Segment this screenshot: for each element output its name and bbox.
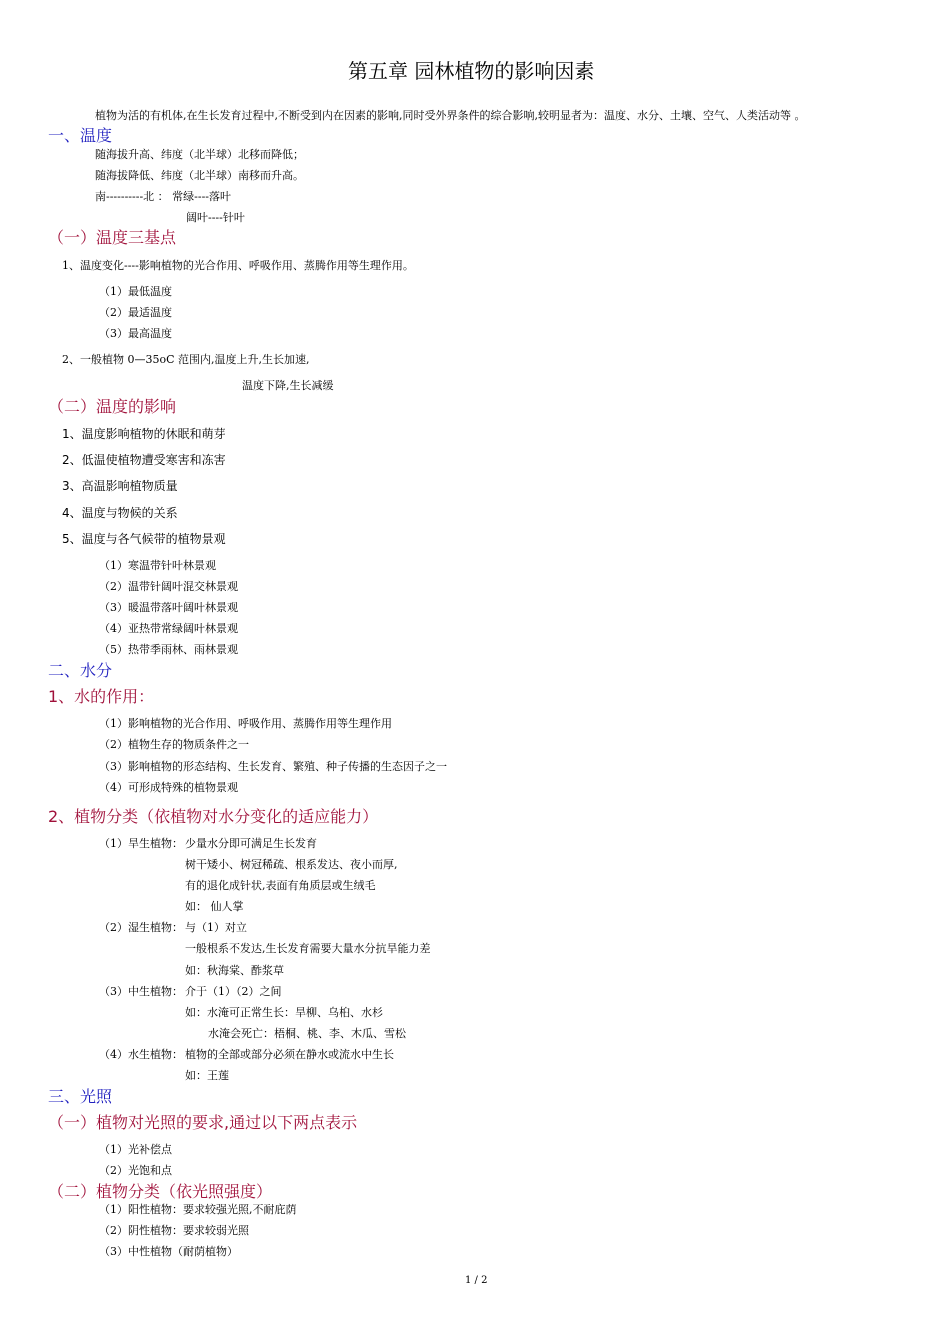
list-item-label: （1）旱生植物： <box>99 837 183 850</box>
list-item: 2、低温使植物遭受寒害和冻害 <box>62 453 226 467</box>
text-line: 植物的全部或部分必须在静水或流水中生长 <box>185 1048 394 1061</box>
list-item: 1、温度变化----影响植物的光合作用、呼吸作用、蒸腾作用等生理作用。 <box>62 259 414 272</box>
list-item: 2、一般植物 0—35oC 范围内,温度上升,生长加速, <box>62 353 310 366</box>
list-item: （3）影响植物的形态结构、生长发育、繁殖、种子传播的生态因子之一 <box>99 760 447 773</box>
section-light-heading: 三、光照 <box>48 1087 113 1106</box>
text-line: 如：秋海棠、酢浆草 <box>185 964 284 977</box>
list-item: （2）植物生存的物质条件之一 <box>99 738 249 751</box>
list-item: 4、温度与物候的关系 <box>62 506 178 520</box>
list-item: （1）寒温带针叶林景观 <box>99 559 216 572</box>
text-line: 随海拔降低、纬度（北半球）南移而升高。 <box>95 169 304 182</box>
page-number: 1 / 2 <box>465 1275 488 1286</box>
subsection-heading: 1、水的作用： <box>48 687 155 706</box>
list-item: （1）光补偿点 <box>99 1143 172 1156</box>
text-line: 介于（1）（2）之间 <box>185 985 282 998</box>
intro-paragraph: 植物为活的有机体,在生长发育过程中,不断受到内在因素的影响,同时受外界条件的综合影响,较明显者为：温度、水分、土壤、空气、人类活动等 。 <box>95 109 806 122</box>
list-item: （4）可形成特殊的植物景观 <box>99 781 238 794</box>
list-item: （3）中性植物（耐荫植物） <box>99 1245 238 1258</box>
text-line: 少量水分即可满足生长发育 <box>185 837 317 850</box>
text-line: 南----------北 ： 常绿----落叶 <box>95 190 232 203</box>
list-item: （2）阴性植物：要求较弱光照 <box>99 1224 249 1237</box>
list-item: （2）光饱和点 <box>99 1164 172 1177</box>
text-line: 温度下降,生长减缓 <box>242 379 334 392</box>
list-item: （2）最适温度 <box>99 306 172 319</box>
subsection-heading: （一）植物对光照的要求,通过以下两点表示 <box>48 1113 358 1132</box>
list-item: 1、温度影响植物的休眠和萌芽 <box>62 427 226 441</box>
list-item: （2）温带针阔叶混交林景观 <box>99 580 238 593</box>
text-line: 有的退化成针状,表面有角质层或生绒毛 <box>185 879 376 892</box>
page-title: 第五章 园林植物的影响因素 <box>348 59 595 83</box>
list-item: （5）热带季雨林、雨林景观 <box>99 643 238 656</box>
text-line: 如：王莲 <box>185 1069 229 1082</box>
list-item: （1）阳性植物：要求较强光照,不耐庇荫 <box>99 1203 297 1216</box>
list-item-label: （2）湿生植物： <box>99 921 183 934</box>
text-line: 水淹会死亡：梧桐、桃、李、木瓜、雪松 <box>208 1027 406 1040</box>
list-item: （1）最低温度 <box>99 285 172 298</box>
subsection-heading: （二）温度的影响 <box>48 397 177 416</box>
text-line: 如： 仙人掌 <box>185 900 244 913</box>
text-line: 阔叶----针叶 <box>186 211 245 224</box>
list-item: 5、温度与各气候带的植物景观 <box>62 532 226 546</box>
section-temperature-heading: 一、温度 <box>48 126 113 145</box>
list-item: （4）亚热带常绿阔叶林景观 <box>99 622 238 635</box>
list-item: 3、高温影响植物质量 <box>62 479 178 493</box>
text-line: 一般根系不发达,生长发育需要大量水分抗旱能力差 <box>185 942 431 955</box>
subsection-heading: （二）植物分类（依光照强度） <box>48 1182 273 1201</box>
list-item-label: （3）中生植物： <box>99 985 183 998</box>
text-line: 与（1）对立 <box>185 921 247 934</box>
list-item: （3）最高温度 <box>99 327 172 340</box>
list-item-label: （4）水生植物： <box>99 1048 183 1061</box>
text-line: 如：水淹可正常生长：旱柳、乌桕、水杉 <box>185 1006 383 1019</box>
text-line: 树干矮小、树冠稀疏、根系发达、夜小而厚, <box>185 858 398 871</box>
subsection-heading: 2、植物分类（依植物对水分变化的适应能力） <box>48 807 379 826</box>
text-line: 随海拔升高、纬度（北半球）北移而降低； <box>95 148 304 161</box>
subsection-heading: （一）温度三基点 <box>48 228 177 247</box>
list-item: （3）暖温带落叶阔叶林景观 <box>99 601 238 614</box>
section-water-heading: 二、水分 <box>48 661 113 680</box>
list-item: （1）影响植物的光合作用、呼吸作用、蒸腾作用等生理作用 <box>99 717 392 730</box>
